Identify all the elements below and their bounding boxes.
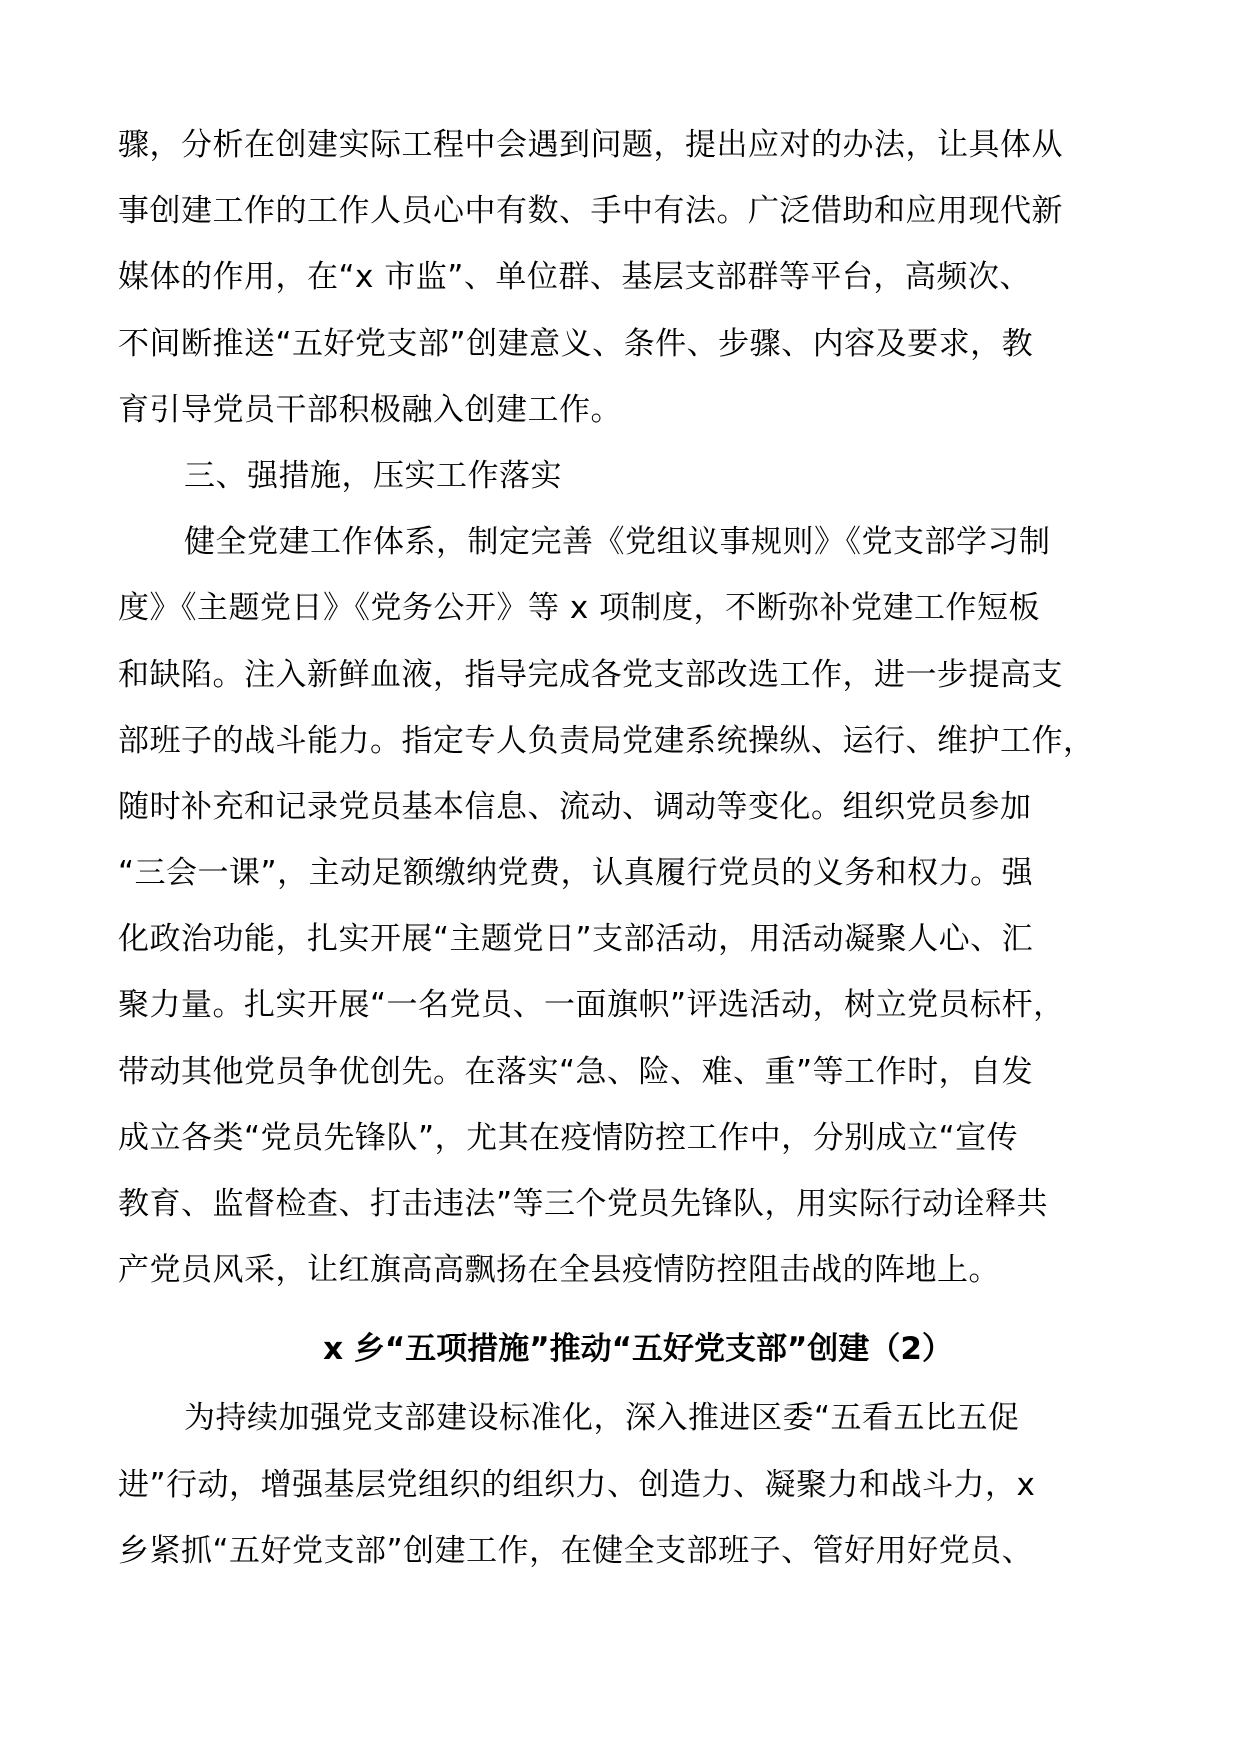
continuation-paragraph	[118, 112, 1158, 443]
paragraph-line: 健全党建工作体系，制定完善《党组议事规则》《党支部学习制	[184, 524, 1051, 561]
paragraph-line: 事创建工作的工作人员心中有数、手中有法。广泛借助和应用现代新	[118, 193, 1063, 230]
section-paragraph	[118, 509, 1158, 1303]
paragraph-line: 育引导党员干部积极融入创建工作。	[118, 391, 622, 428]
paragraph-line: 化政治功能，扎实开展“主题党日”支部活动，用活动凝聚人心、汇	[118, 921, 1034, 958]
paragraph-line: 随时补充和记录党员基本信息、流动、调动等变化。组织党员参加	[118, 788, 1032, 825]
paragraph-line: 成立各类“党员先锋队”，尤其在疫情防控工作中，分别成立“宣传	[118, 1119, 1019, 1156]
section-heading: 三、强措施，压实工作落实	[184, 457, 562, 494]
article-title: x 乡“五项措施”推动“五好党支部”创建（2）	[323, 1331, 953, 1368]
paragraph-line: 和缺陷。注入新鲜血液，指导完成各党支部改选工作，进一步提高支	[118, 656, 1063, 693]
paragraph-line: 度》《主题党日》《党务公开》等 x 项制度，不断弥补党建工作短板	[118, 590, 1041, 627]
paragraph-line: 骤，分析在创建实际工程中会遇到问题，提出应对的办法，让具体从	[118, 127, 1063, 163]
spacer	[118, 1303, 1158, 1313]
paragraph-line: 不间断推送“五好党支部”创建意义、条件、步骤、内容及要求，教	[118, 325, 1034, 362]
paragraph-line: 部班子的战斗能力。指定专人负责局党建系统操纵、运行、维护工作，	[118, 722, 1095, 759]
paragraph-line: 媒体的作用，在“x 市监”、单位群、基层支部群等平台，高频次、	[118, 259, 1031, 296]
paragraph-line: 进”行动，增强基层党组织的组织力、创造力、凝聚力和战斗力，x	[118, 1466, 1036, 1503]
article-paragraph	[118, 1385, 1158, 1584]
paragraph-line: “三会一课”，主动足额缴纳党费，认真履行党员的义务和权力。强	[118, 855, 1034, 892]
paragraph-line: 教育、监督检查、打击违法”等三个党员先锋队，用实际行动诠释共	[118, 1186, 1049, 1222]
paragraph-line: 产党员风采，让红旗高高飘扬在全县疫情防控阻击战的阵地上。	[118, 1252, 1000, 1289]
paragraph-line: 聚力量。扎实开展“一名党员、一面旗帜”评选活动，树立党员标杆，	[118, 987, 1065, 1024]
paragraph-line: 为持续加强党支部建设标准化，深入推进区委“五看五比五促	[184, 1400, 1020, 1437]
paragraph-line: 带动其他党员争优创先。在落实“急、险、难、重”等工作时，自发	[118, 1053, 1034, 1090]
document-body	[118, 112, 1158, 1584]
paragraph-line: 乡紧抓“五好党支部”创建工作，在健全支部班子、管好用好党员、	[118, 1532, 1034, 1569]
